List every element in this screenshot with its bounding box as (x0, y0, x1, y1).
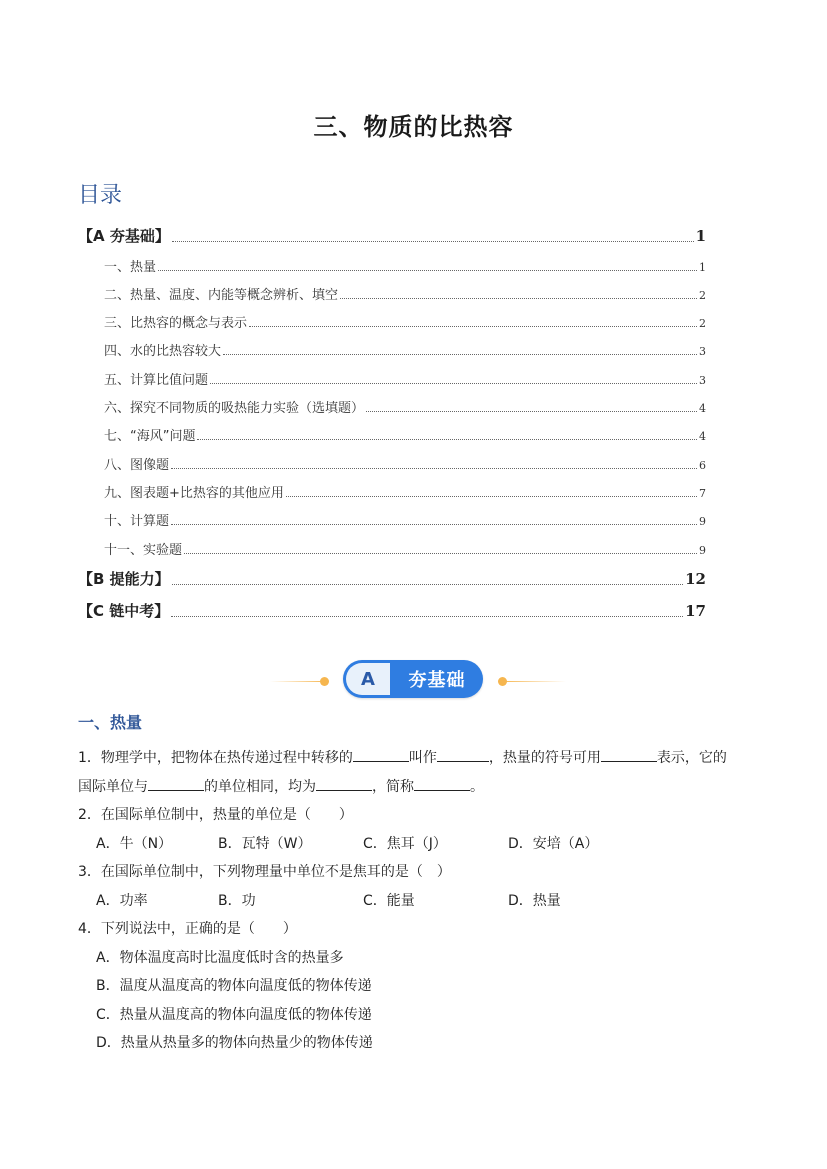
toc-leader-dots (223, 353, 697, 355)
section-heading: 一、热量 (78, 713, 143, 732)
answer-blank[interactable] (353, 749, 409, 762)
question-3-stem: 3．在国际单位制中，下列物理量中单位不是焦耳的是（ ） (78, 864, 451, 880)
toc-entry[interactable] (78, 482, 706, 501)
banner-line-left (270, 681, 326, 682)
toc-entry-page: 7 (699, 487, 706, 500)
option-c[interactable]: C．焦耳（J） (363, 836, 447, 852)
q1-text: 的单位相同，均为 (204, 779, 316, 795)
toc-entry-page: 9 (699, 544, 706, 557)
answer-blank[interactable] (316, 778, 372, 791)
q1-text: 叫作 (408, 750, 437, 766)
banner-line-right (502, 681, 566, 682)
option-b[interactable]: B．温度从温度高的物体向温度低的物体传递 (96, 978, 372, 994)
toc-entry[interactable] (78, 340, 706, 359)
option-a[interactable]: A．物体温度高时比温度低时含的热量多 (96, 950, 344, 966)
option-d[interactable]: D．热量 (508, 893, 561, 909)
banner-letter: A (346, 663, 390, 695)
toc-leader-dots (172, 583, 683, 585)
toc-entry-page: 4 (699, 402, 706, 415)
q1-text: ，简称 (372, 779, 414, 795)
toc-entry-page: 1 (695, 227, 706, 245)
toc-leader-dots (184, 552, 697, 554)
toc-leader-dots (286, 495, 697, 497)
toc-entry-label: 四、水的比热容较大 (104, 344, 222, 359)
toc-entry-page: 2 (699, 289, 706, 302)
section-banner (270, 659, 570, 699)
toc-entry-c[interactable] (78, 600, 706, 621)
toc-entry-page: 3 (699, 345, 706, 358)
option-b[interactable]: B．瓦特（W） (218, 836, 312, 852)
toc-entry-label: 五、计算比值问题 (104, 373, 209, 388)
toc-entry-page: 2 (699, 317, 706, 330)
toc-entry-page: 12 (685, 570, 706, 588)
toc-entry[interactable] (78, 397, 706, 416)
toc-entry-a[interactable] (78, 225, 706, 246)
answer-blank[interactable] (414, 778, 470, 791)
toc-entry[interactable] (78, 369, 706, 388)
option-c[interactable]: C．能量 (363, 893, 415, 909)
toc-entry-b[interactable] (78, 568, 706, 589)
toc-entry-label: 一、热量 (104, 260, 157, 275)
toc-leader-dots (197, 438, 697, 440)
toc-leader-dots (366, 410, 697, 412)
toc-entry[interactable] (78, 454, 706, 473)
toc-entry-label: 十、计算题 (104, 514, 170, 529)
toc-entry-label: 【B 提能力】 (78, 570, 170, 588)
toc-entry-label: 八、图像题 (104, 458, 170, 473)
toc-entry-page: 3 (699, 374, 706, 387)
toc-entry-label: 七、“海风”问题 (104, 429, 196, 444)
toc-entry[interactable] (78, 539, 706, 558)
toc-heading: 目录 (78, 183, 123, 208)
question-1-line-2 (78, 776, 484, 796)
toc-entry-page: 6 (699, 459, 706, 472)
option-b[interactable]: B．功 (218, 893, 256, 909)
toc-leader-dots (158, 269, 697, 271)
option-a[interactable]: A．功率 (96, 893, 148, 909)
q1-text: 1．物理学中，把物体在热传递过程中转移的 (78, 750, 353, 766)
question-1-line-1 (78, 747, 727, 767)
toc-entry-label: 二、热量、温度、内能等概念辨析、填空 (104, 288, 339, 303)
toc-entry-label: 【C 链中考】 (78, 602, 170, 620)
toc-leader-dots (171, 615, 683, 617)
answer-blank[interactable] (148, 778, 204, 791)
toc-entry[interactable] (78, 256, 706, 275)
banner-pill (343, 660, 483, 698)
toc-leader-dots (210, 382, 697, 384)
toc-entry-label: 六、探究不同物质的吸热能力实验（选填题） (104, 401, 365, 416)
toc-leader-dots (172, 240, 694, 242)
toc-leader-dots (171, 523, 697, 525)
option-d[interactable]: D．安培（A） (508, 836, 599, 852)
banner-label: 夯基础 (408, 670, 466, 691)
toc-entry[interactable] (78, 510, 706, 529)
q1-text: 国际单位与 (78, 779, 148, 795)
toc-entry[interactable] (78, 312, 706, 331)
q1-text: 表示，它的 (656, 750, 727, 766)
option-a[interactable]: A．牛（N） (96, 836, 173, 852)
toc-entry-label: 三、比热容的概念与表示 (104, 316, 248, 331)
banner-dot-left (320, 677, 329, 686)
toc-entry-label: 十一、实验题 (104, 543, 183, 558)
toc-leader-dots (171, 467, 697, 469)
answer-blank[interactable] (601, 749, 657, 762)
toc-entry-label: 【A 夯基础】 (78, 227, 170, 245)
toc-entry-page: 9 (699, 515, 706, 528)
toc-entry[interactable] (78, 284, 706, 303)
q1-text: ，热量的符号可用 (488, 750, 601, 766)
page-title: 三、物质的比热容 (313, 113, 514, 141)
toc-entry-page: 1 (699, 261, 706, 274)
toc-leader-dots (249, 325, 697, 327)
toc-entry-page: 17 (685, 602, 706, 620)
toc-leader-dots (340, 297, 697, 299)
question-2-stem: 2．在国际单位制中，热量的单位是（ ） (78, 807, 353, 823)
toc-entry-label: 九、图表题+比热容的其他应用 (104, 486, 284, 501)
answer-blank[interactable] (437, 749, 489, 762)
option-d[interactable]: D．热量从热量多的物体向热量少的物体传递 (96, 1035, 373, 1051)
toc-entry[interactable] (78, 425, 706, 444)
toc-entry-page: 4 (699, 430, 706, 443)
q1-text: 。 (470, 779, 484, 795)
option-c[interactable]: C．热量从温度高的物体向温度低的物体传递 (96, 1007, 372, 1023)
question-4-stem: 4．下列说法中，正确的是（ ） (78, 921, 297, 937)
